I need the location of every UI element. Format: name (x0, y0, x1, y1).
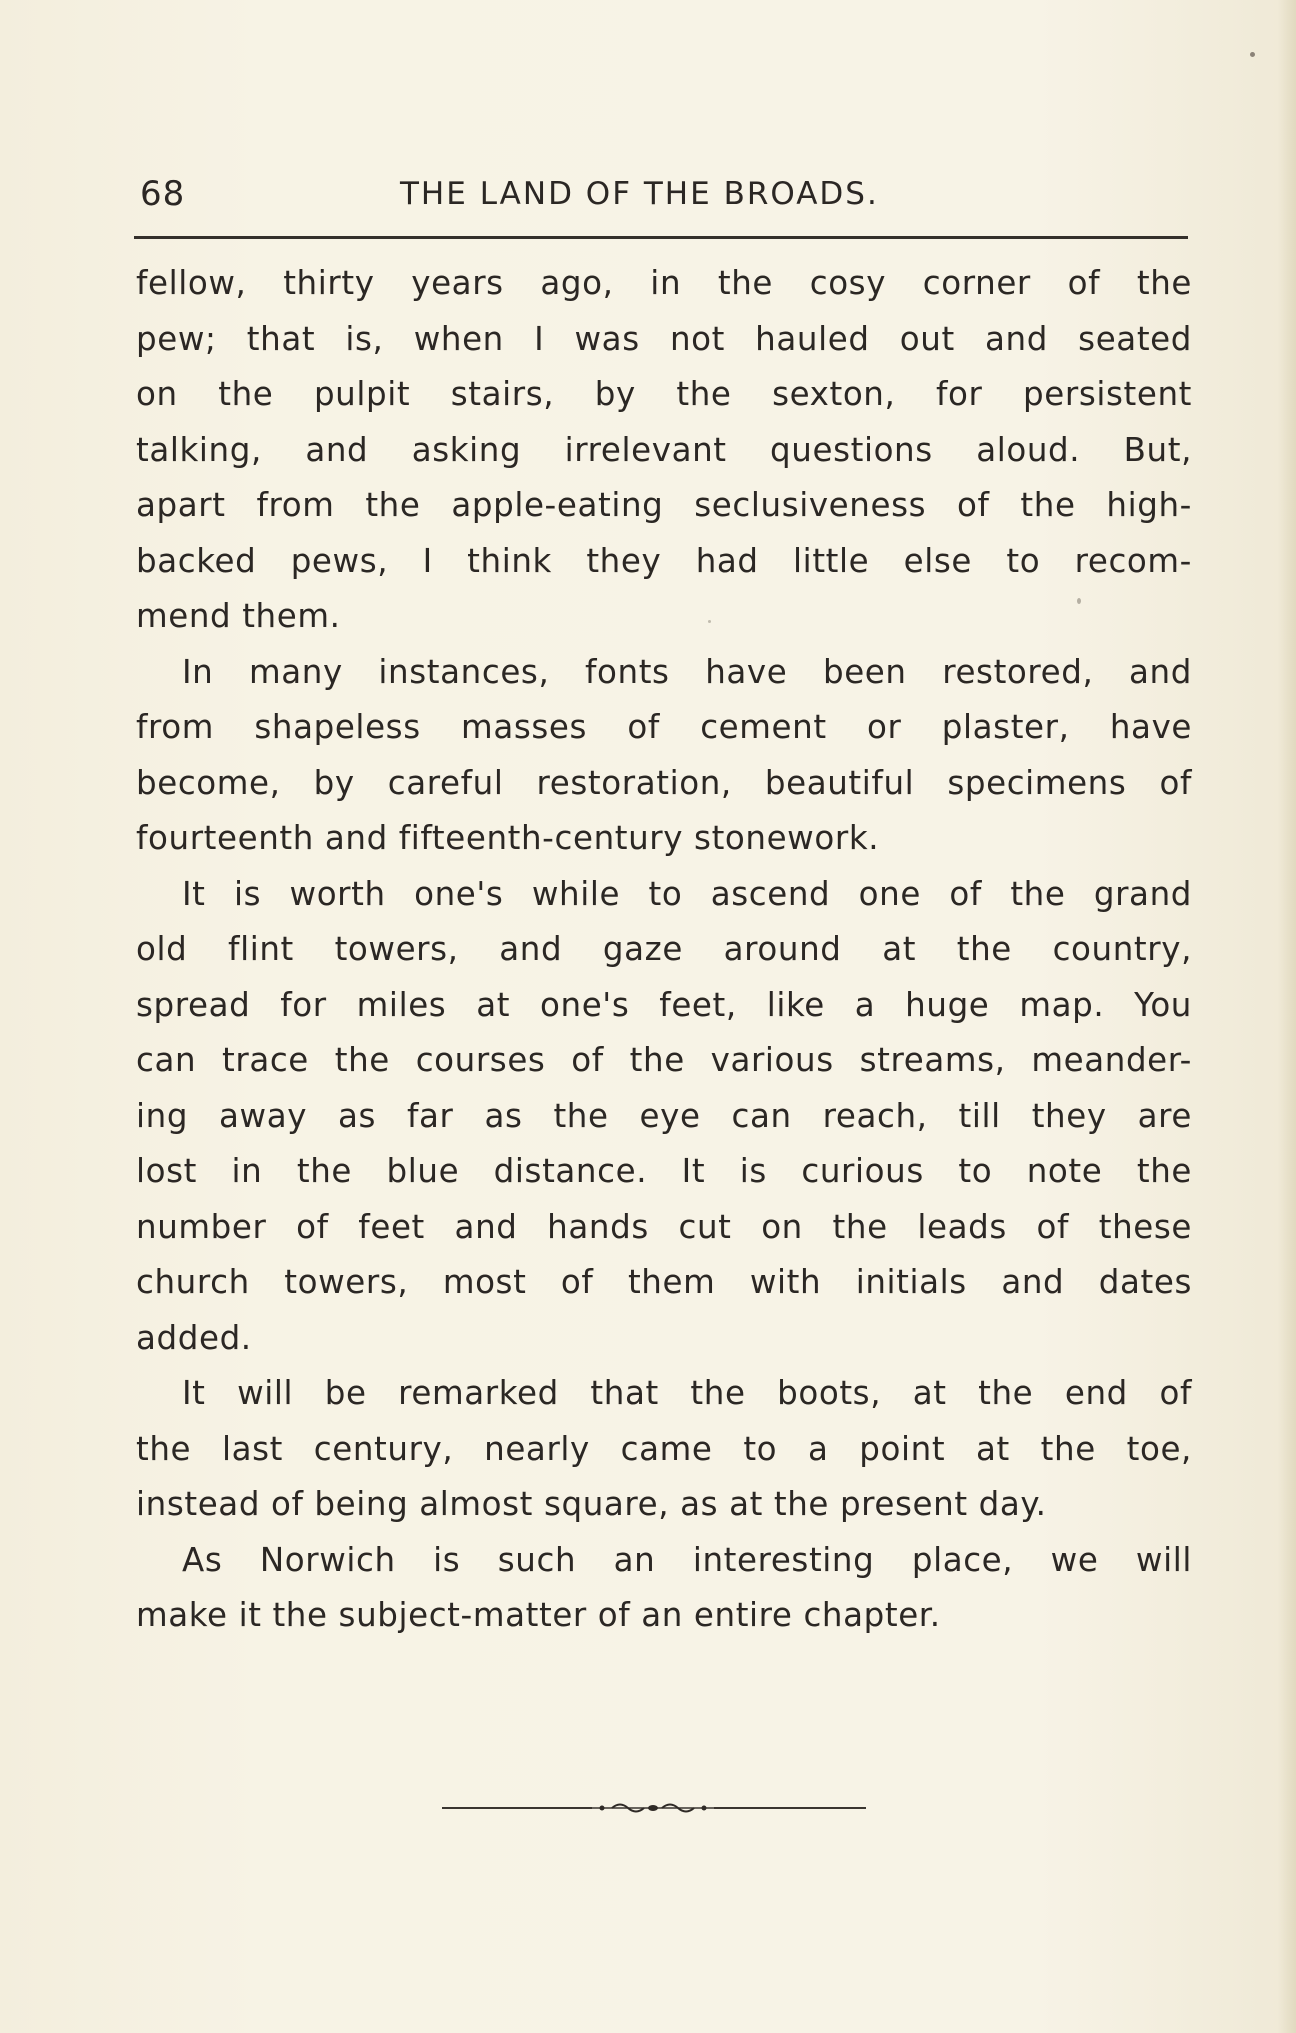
body-text (136, 256, 1192, 1644)
text-line: In many instances, fonts have been restored, and (182, 652, 1192, 691)
text-line: old flint towers, and gaze around at the country, (136, 930, 1192, 968)
text-line: church towers, most of them with initials and dates (136, 1263, 1192, 1301)
running-header (140, 168, 1190, 228)
text-line: ing away as far as the eye can reach, till they are (136, 1096, 1192, 1135)
tailpiece-ornament (442, 1798, 866, 1818)
page-edge-shadow (1278, 0, 1296, 2033)
text-line: fourteenth and fifteenth-century stonework. (136, 819, 880, 857)
paper-speck (1250, 52, 1255, 57)
text-line: talking, and asking irrelevant questions aloud. But, (136, 430, 1192, 469)
text-line: become, by careful restoration, beautiful specimens of (136, 763, 1192, 802)
text-line: It is worth one's while to ascend one of the grand (182, 874, 1192, 913)
text-line: mend them. (136, 597, 341, 635)
text-line: apart from the apple-eating seclusiveness of the high- (136, 486, 1192, 524)
paper-speck (1077, 598, 1081, 604)
text-line: added. (136, 1318, 252, 1357)
text-line: from shapeless masses of cement or plaster, have (136, 708, 1192, 746)
text-line: fellow, thirty years ago, in the cosy corner of the (136, 264, 1192, 302)
text-line: the last century, nearly came to a point at the toe, (136, 1429, 1192, 1468)
paper-speck (708, 620, 711, 623)
running-title: THE LAND OF THE BROADS. (400, 176, 879, 212)
ornament-rule-left (442, 1807, 592, 1809)
header-rule (134, 236, 1188, 239)
text-line: can trace the courses of the various streams, meander- (136, 1041, 1192, 1079)
page-number: 68 (140, 174, 186, 214)
text-line: pew; that is, when I was not hauled out and seated (136, 319, 1192, 358)
ornament-rule-right (714, 1807, 866, 1809)
tailpiece-flourish-icon (592, 1798, 714, 1818)
text-line: make it the subject-matter of an entire chapter. (136, 1596, 941, 1634)
text-line: number of feet and hands cut on the leads of these (136, 1207, 1192, 1246)
text-line: backed pews, I think they had little else to recom- (136, 541, 1192, 580)
text-line: instead of being almost square, as at the present day. (136, 1485, 1047, 1523)
text-line: It will be remarked that the boots, at the end of (182, 1374, 1192, 1412)
text-line: on the pulpit stairs, by the sexton, for persistent (136, 375, 1192, 413)
text-line: spread for miles at one's feet, like a huge map. You (136, 985, 1192, 1024)
text-line: lost in the blue distance. It is curious to note the (136, 1152, 1192, 1190)
text-line: As Norwich is such an interesting place, we will (182, 1540, 1192, 1579)
